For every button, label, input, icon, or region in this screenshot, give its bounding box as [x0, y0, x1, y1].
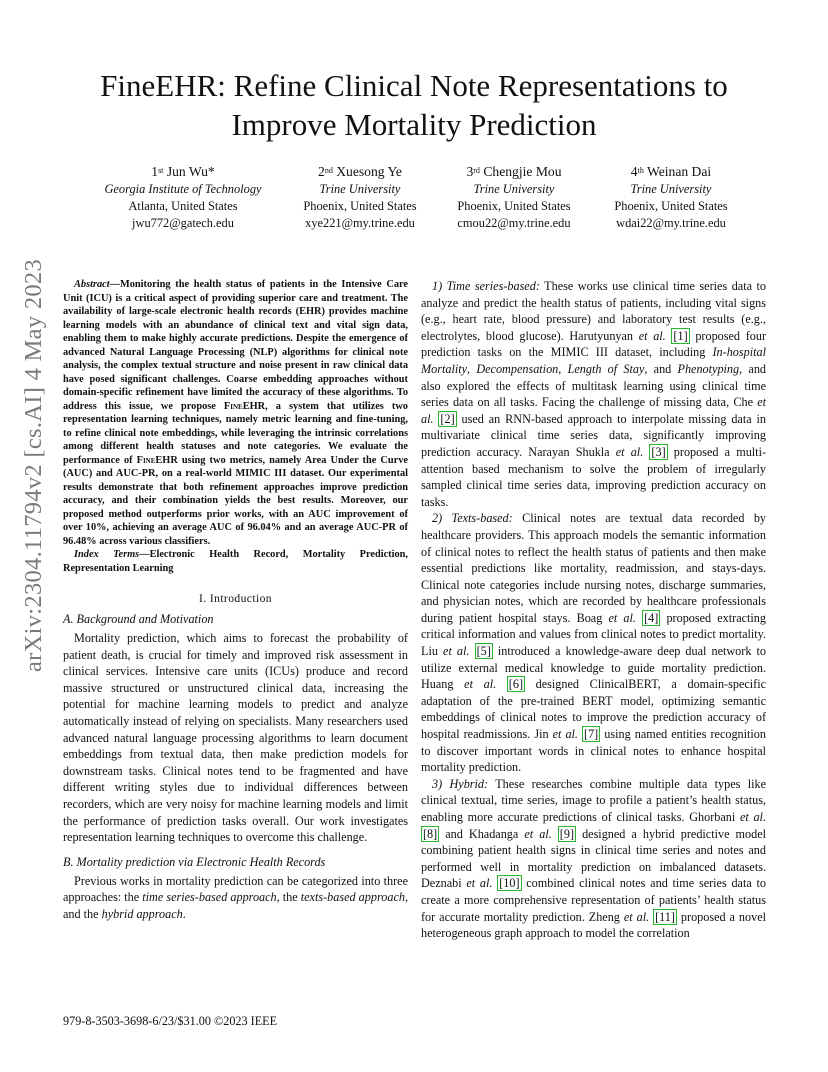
- citation-link[interactable]: [2]: [440, 411, 455, 426]
- citation-link[interactable]: [9]: [559, 826, 575, 841]
- citation-link[interactable]: [3]: [651, 444, 666, 459]
- author-name: Weinan Dai: [646, 164, 712, 179]
- author-location: Phoenix, United States: [303, 199, 417, 213]
- runin-heading: 3) Hybrid:: [432, 776, 489, 791]
- citation-link[interactable]: [4]: [644, 610, 659, 625]
- author-number: 3: [466, 164, 474, 179]
- author-1: [88, 162, 278, 232]
- system-name: FineEHR: [136, 454, 178, 466]
- author-email: cmou22@my.trine.edu: [457, 216, 571, 230]
- index-terms: Index Terms—Electronic Health Record, Mortality Prediction, Representation Learning: [63, 549, 408, 574]
- author-email: xye221@my.trine.edu: [305, 216, 415, 230]
- author-number: 1: [151, 164, 159, 179]
- author-name: Xuesong Ye: [336, 164, 402, 179]
- author-4: [576, 162, 766, 232]
- author-location: Phoenix, United States: [457, 199, 571, 213]
- left-column: [63, 278, 408, 923]
- author-ordinal: nd: [324, 166, 333, 175]
- author-ordinal: st: [158, 166, 164, 175]
- abstract-label: Abstract: [74, 279, 110, 290]
- paragraph-texts-based: 2) Texts-based: Clinical notes are textual data recorded by healthcare providers. This approach models the semantic information of clinical notes to reflect the health status of patients and then make essential predictions like mortality, readmission, and stays-days. Clinical note categories include nursing notes, discharge summaries, and physician notes, which are recorded by healthcare professionals during patient hospital stays. Boag et al. [4] proposed extracting critical information and values from clinical notes to predict mortality. Liu et al. [5] introduced a knowledge-aware deep dual network to utilize external medical knowledge to guide mortality prediction. Huang et al. [6] designed ClinicalBERT, a domain-specific adaptation of the pre-trained BERT model, optimizing semantic embeddings of clinical notes to improve the prediction accuracy of hospital readmissions. Jin et al. [7] using named entities recognition to discover important words in clinical notes to enhance hospital mortality prediction.: [421, 511, 767, 775]
- paper-title: [60, 66, 768, 144]
- subsection-heading-a: A. Background and Motivation: [63, 612, 214, 626]
- citation-link[interactable]: [8]: [423, 826, 438, 841]
- author-location: Phoenix, United States: [614, 199, 728, 213]
- author-block: [0, 162, 828, 242]
- author-ordinal: rd: [473, 166, 480, 175]
- system-name: FineEHR: [223, 400, 266, 412]
- arxiv-identifier: arXiv:2304.11794v2 [cs.AI] 4 May 2023: [20, 258, 47, 672]
- author-affiliation: Trine University: [473, 182, 555, 196]
- paragraph-hybrid: 3) Hybrid: These researches combine multiple data types like clinical textual, time series, image to profile a patient’s health status, enabling more accurate predictions of clinical tasks. Ghorbani et al. [8] and Khadanga et al. [9] designed a hybrid predictive model combining patient health signs in clinical time series and notes and performed well in mortality prediction on imbalanced datasets. Deznabi et al. [10] combined clinical notes and time series data to create a more comprehensive representation of patients’ health status for accurate mortality prediction. Zheng et al. [11] proposed a novel heterogeneous graph approach to model the correlation: [421, 776, 767, 941]
- citation-link[interactable]: [11]: [655, 909, 675, 924]
- section-heading-introduction: I. Introduction: [199, 592, 272, 605]
- copyright-footer: 979-8-3503-3698-6/23/$31.00 ©2023 IEEE: [63, 1014, 278, 1028]
- author-ordinal: th: [637, 166, 644, 175]
- author-affiliation: Trine University: [319, 182, 401, 196]
- title-line-1: FineEHR: Refine Clinical Note Representations to: [100, 68, 728, 103]
- index-terms-label: Index Terms: [74, 549, 140, 560]
- author-affiliation: Georgia Institute of Technology: [104, 182, 262, 196]
- abstract: Abstract—Monitoring the health status of patients in the Intensive Care Unit (ICU) is a critical aspect of providing superior care and treatment. The availability of large-scale electronic health records (EHR) provides machine learning models with an abundance of clinical text and vital sign data, enabling them to make highly accurate predictions. Despite the emergence of advanced Natural Language Processing (NLP) algorithms for clinical note analysis, the complex textual structure and noise present in raw clinical data have posed significant challenges. Coarse embedding approaches without domain-specific refinement have limited the accuracy of these algorithms. To address this issue, we propose FineEHR, a system that utilizes two representation learning techniques, namely metric learning and fine-tuning, to refine clinical note embeddings, while leveraging the intrinsic correlations among different health statuses and note categories. We evaluate the performance of FineEHR using two metrics, namely Area Under the Curve (AUC) and AUC-PR, on a real-world MIMIC III dataset. Our experimental results demonstrate that both refinement approaches improve prediction accuracy, and their combination yields the best results. Moreover, our proposed method outperforms prior works, with an AUC improvement of over 10%, achieving an average AUC of 96.04% and an average AUC-PR of 96.48% across various classifiers.: [63, 279, 409, 547]
- author-location: Atlanta, United States: [128, 199, 238, 213]
- right-column: [421, 278, 766, 942]
- citation-link[interactable]: [7]: [584, 727, 599, 742]
- author-name: Jun Wu*: [166, 164, 215, 179]
- citation-link[interactable]: [6]: [508, 677, 524, 692]
- runin-heading: 2) Texts-based:: [432, 511, 513, 526]
- author-affiliation: Trine University: [630, 182, 712, 196]
- paragraph-mortality-prediction: Previous works in mortality prediction can be categorized into three approaches: the time series-based approach, the texts-based approach, and the hybrid approach.: [63, 873, 408, 921]
- author-email: wdai22@my.trine.edu: [616, 216, 726, 230]
- author-name: Chengjie Mou: [483, 164, 562, 179]
- runin-heading: 1) Time series-based:: [432, 279, 540, 293]
- title-line-2: Improve Mortality Prediction: [231, 107, 597, 142]
- citation-link[interactable]: [10]: [499, 876, 520, 891]
- citation-link[interactable]: [5]: [476, 644, 491, 659]
- author-email: jwu772@gatech.edu: [132, 216, 234, 230]
- author-number: 4: [630, 164, 638, 179]
- citation-link[interactable]: [1]: [673, 328, 688, 343]
- subsection-heading-b: B. Mortality prediction via Electronic Health Records: [63, 854, 326, 869]
- paragraph-time-series: 1) Time series-based: These works use clinical time series data to analyze and predict the health status of patients, including vital signs (e.g., heart rate, blood pressure) and laboratory test results (e.g., electrolytes, blood glucose). Harutyunyan et al. [1] proposed four prediction tasks on the MIMIC III dataset, including In-hospital Mortality, Decompensation, Length of Stay, and Phenotyping, and also explored the effects of multitask learning using clinical time series data on all tasks. Facing the challenge of missing data, Che et al. [2] used an RNN-based approach to interpolate missing data in multivariate clinical time series data, significantly improving prediction accuracy. Narayan Shukla et al. [3] proposed a multi-attention based mechanism to solve the problem of irregularly sampled clinical time series data, improving prediction accuracy on tasks.: [421, 279, 767, 509]
- author-number: 2: [318, 164, 325, 179]
- paragraph-background: Mortality prediction, which aims to forecast the probability of patient death, is crucial for timely and improved risk assessment in clinical services. Intensive care units (ICUs) produce and record massive structured or unstructured clinical data, increasing the potential for machine learning models to predict and analyze automatically instead of relying on specialists. Many researchers used advanced natural language processing algorithms to learn document embeddings from textual data, then make prediction models for downstream tasks. Clinical notes tend to be fragmented and have different writing styles due to individual differences between recorders, which are very noisy for machine learning models and limit the performance of prediction tasks overall. Our work investigates representation learning techniques to overcome this challenge.: [63, 631, 408, 845]
